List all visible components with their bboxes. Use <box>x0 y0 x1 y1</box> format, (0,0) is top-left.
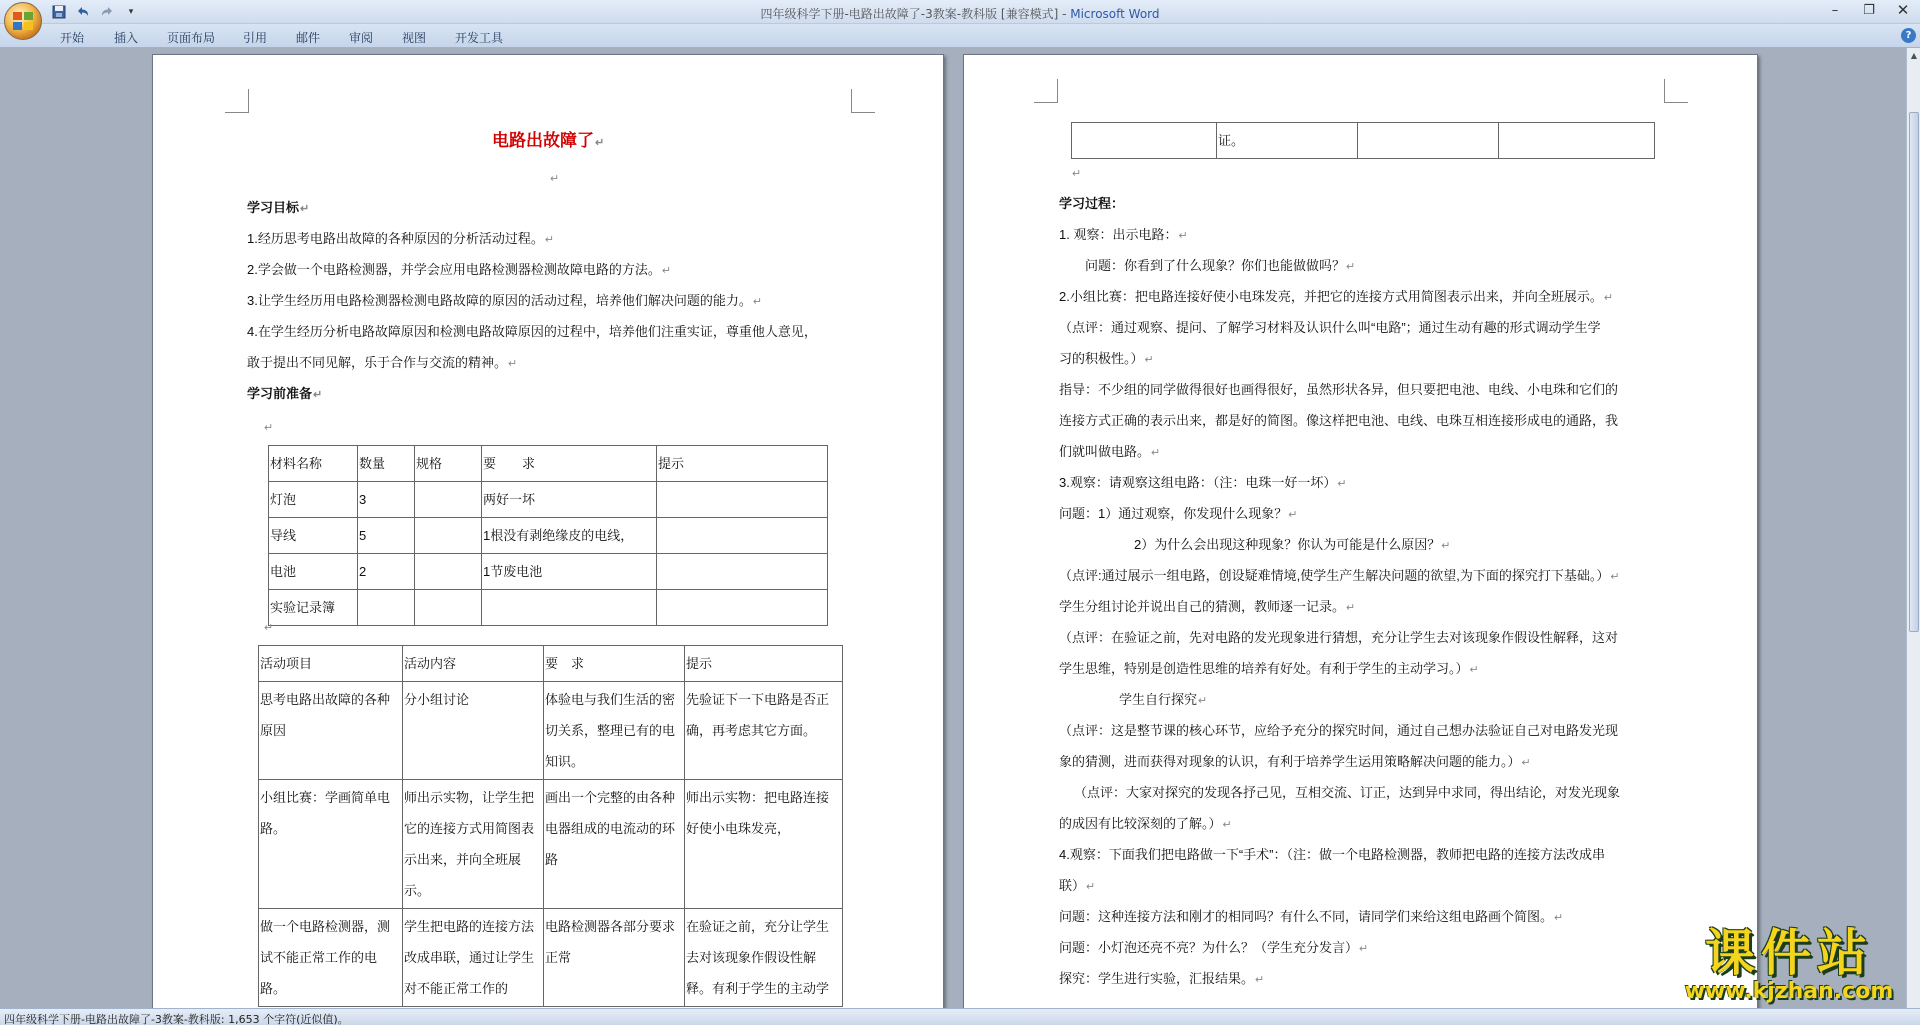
table-cell: 小组比赛：学画简单电路。 <box>259 780 403 909</box>
table-row <box>269 590 828 626</box>
paragraph: 指导：不少组的同学做得很好也画得很好，虽然形状各异，但只要把电池、电线、小电珠和它们的 <box>1059 382 1619 397</box>
close-icon[interactable]: ✕ <box>1896 1 1910 19</box>
table-row <box>259 780 843 909</box>
paragraph: 象的猜测，进而获得对现象的认识，有利于培养学生运用策略解决问题的能力。）↵ <box>1059 754 1531 769</box>
document-page-1[interactable] <box>152 54 944 1008</box>
table-cell <box>415 554 482 590</box>
table-header-cell: 提示 <box>685 646 843 682</box>
paragraph: 学生分组讨论并说出自己的猜测，教师逐一记录。↵ <box>1059 599 1356 614</box>
paragraph: 4.观察：下面我们把电路做一下“手术”：（注：做一个电路检测器，教师把电路的连接方法改成串 <box>1059 847 1606 862</box>
empty-paragraph: ↵ <box>550 173 560 185</box>
paragraph: 探究：学生进行实验，汇报结果。↵ <box>1059 971 1265 986</box>
status-bar <box>0 1008 1920 1025</box>
tab-developer[interactable]: 开发工具 <box>455 31 504 45</box>
table-cell: 电路检测器各部分要求正常 <box>544 909 685 1007</box>
table-cell: 分小组讨论 <box>403 682 544 780</box>
paragraph: （点评：通过观察、提问、了解学习材料及认识什么叫“电路”；通过生动有趣的形式调动学生学 <box>1059 320 1601 335</box>
table-header-cell: 规格 <box>415 446 482 482</box>
document-page-2[interactable] <box>963 54 1758 1008</box>
watermark-url: www.kjzhan.com <box>1684 979 1894 1004</box>
empty-paragraph: ↵ <box>264 622 274 634</box>
office-button-icon[interactable] <box>4 2 42 40</box>
paragraph: 2）为什么会出现这种现象？你认为可能是什么原因？↵ <box>1134 537 1451 552</box>
tab-view[interactable]: 视图 <box>402 31 427 45</box>
table-cell <box>1499 123 1655 159</box>
table-cell: 画出一个完整的由各种电器组成的电流动的环路 <box>544 780 685 909</box>
table-row <box>269 518 828 554</box>
help-icon[interactable]: ? <box>1901 28 1916 43</box>
table-header-cell: 材料名称 <box>269 446 358 482</box>
table-cell: 师出示实物：把电路连接好使小电珠发亮， <box>685 780 843 909</box>
table-cell: 两好一坏 <box>482 482 657 518</box>
paragraph: 习的积极性。）↵ <box>1059 351 1154 366</box>
table-cell: 学生把电路的连接方法改成串联，通过让学生对不能正常工作的 <box>403 909 544 1007</box>
tab-insert[interactable]: 插入 <box>114 31 139 45</box>
title-bar <box>0 0 1920 24</box>
table-cell: 师出示实物，让学生把它的连接方式用简图表示出来，并向全班展示。 <box>403 780 544 909</box>
section-heading-prep: 学习前准备↵ <box>247 386 323 401</box>
paragraph: （点评:通过展示一组电路，创设疑难情境,使学生产生解决问题的欲望,为下面的探究打下基础。）↵ <box>1059 568 1620 583</box>
crop-mark <box>1664 79 1688 103</box>
table-row <box>269 482 828 518</box>
goal-item: 4.在学生经历分析电路故障原因和检测电路故障原因的过程中，培养他们注重实证，尊重他人意见， <box>247 324 817 339</box>
table-header-cell: 活动项目 <box>259 646 403 682</box>
paragraph: （点评：大家对探究的发现各抒己见，互相交流、订正，达到异中求同，得出结论，对发光现象 <box>1074 785 1621 800</box>
table-row <box>259 909 843 1007</box>
crop-mark <box>225 89 249 113</box>
materials-table <box>268 445 828 626</box>
goal-item: 1.经历思考电路出故障的各种原因的分析活动过程。↵ <box>247 231 555 246</box>
table-cell <box>657 590 828 626</box>
tab-home[interactable]: 开始 <box>60 31 85 45</box>
table-cell: 体验电与我们生活的密切关系，整理已有的电知识。 <box>544 682 685 780</box>
table-cell <box>482 590 657 626</box>
ribbon-tab-bar <box>0 24 1920 48</box>
crop-mark <box>851 89 875 113</box>
paragraph: （点评：这是整节课的核心环节，应给予充分的探究时间，通过自己想办法验证自己对电路发光现 <box>1059 723 1619 738</box>
table-header-cell: 要 求 <box>544 646 685 682</box>
section-heading-goals: 学习目标↵ <box>247 200 310 215</box>
goal-item: 3.让学生经历用电路检测器检测电路故障的原因的活动过程，培养他们解决问题的能力。↵ <box>247 293 763 308</box>
paragraph: 学生思维，特别是创造性思维的培养有好处。有利于学生的主动学习。）↵ <box>1059 661 1479 676</box>
table-cell: 导线 <box>269 518 358 554</box>
table-cell: 1节废电池 <box>482 554 657 590</box>
table-cell: 先验证下一下电路是否正确，再考虑其它方面。 <box>685 682 843 780</box>
document-title: 电路出故障了↵ <box>492 131 605 150</box>
table-header-row <box>259 646 843 682</box>
table-cell: 1根没有剥绝缘皮的电线， <box>482 518 657 554</box>
paragraph: 连接方式正确的表示出来，都是好的简图。像这样把电池、电线、电珠互相连接形成电的通路，我 <box>1059 413 1619 428</box>
paragraph: 2.小组比赛：把电路连接好使小电珠发亮，并把它的连接方式用简图表示出来，并向全班展示。↵ <box>1059 289 1614 304</box>
empty-paragraph: ↵ <box>1072 168 1082 180</box>
crop-mark <box>1034 79 1058 103</box>
table-cell <box>415 482 482 518</box>
paragraph: 问题：你看到了什么现象？你们也能做做吗？↵ <box>1059 258 1356 273</box>
goal-item: 敢于提出不同见解，乐于合作与交流的精神。↵ <box>247 355 518 370</box>
empty-paragraph: ↵ <box>264 422 274 434</box>
restore-icon[interactable]: ❐ <box>1863 2 1875 18</box>
table-cell: 2 <box>358 554 415 590</box>
activity-table <box>258 645 843 1007</box>
table-cell <box>657 482 828 518</box>
table-header-cell: 要 求 <box>482 446 657 482</box>
table-cell: 证。 <box>1217 123 1358 159</box>
scrollbar-thumb[interactable] <box>1909 112 1919 632</box>
table-cell <box>1072 123 1217 159</box>
table-cell: 在验证之前，充分让学生去对该现象作假设性解释。有利于学生的主动学 <box>685 909 843 1007</box>
table-row <box>269 554 828 590</box>
tab-review[interactable]: 审阅 <box>349 31 374 45</box>
table-cell: 思考电路出故障的各种原因 <box>259 682 403 780</box>
paragraph: 们就叫做电路。↵ <box>1059 444 1161 459</box>
table-row <box>1072 123 1655 159</box>
table-cell: 做一个电路检测器，测试不能正常工作的电路。 <box>259 909 403 1007</box>
window-title: 四年级科学下册-电路出故障了-3教案-教科版 [兼容模式] - Microsoft Word <box>760 7 1160 21</box>
vertical-scrollbar[interactable] <box>1906 48 1920 1008</box>
tab-page-layout[interactable]: 页面布局 <box>167 31 216 45</box>
paragraph: 联）↵ <box>1059 878 1096 893</box>
table-cell: 实验记录簿 <box>269 590 358 626</box>
table-cell <box>415 590 482 626</box>
scroll-up-icon[interactable]: ▲ <box>1910 51 1918 60</box>
paragraph: 3.观察：请观察这组电路：（注：电珠一好一坏）↵ <box>1059 475 1347 490</box>
table-cell <box>657 518 828 554</box>
watermark-title: 课件站 <box>1705 924 1873 982</box>
goal-item: 2.学会做一个电路检测器，并学会应用电路检测器检测故障电路的方法。↵ <box>247 262 672 277</box>
section-heading-process: 学习过程： <box>1059 196 1125 211</box>
customize-toolbar-icon[interactable]: ▾ <box>128 6 134 17</box>
paragraph: 问题：小灯泡还亮不亮？为什么？（学生充分发言）↵ <box>1059 940 1369 955</box>
table-cell: 5 <box>358 518 415 554</box>
table-cell <box>657 554 828 590</box>
status-text: 四年级科学下册-电路出故障了-3教案-教科版: 1,653 个字符(近似值)。 <box>4 1013 349 1025</box>
table-cell <box>358 590 415 626</box>
table-header-row <box>269 446 828 482</box>
table-cell: 3 <box>358 482 415 518</box>
paragraph: 的成因有比较深刻的了解。）↵ <box>1059 816 1232 831</box>
window-controls <box>1818 0 1920 20</box>
watermark-logo <box>1665 926 1913 1008</box>
table-cell <box>415 518 482 554</box>
table-header-cell: 数量 <box>358 446 415 482</box>
table-row <box>259 682 843 780</box>
paragraph: （点评：在验证之前，先对电路的发光现象进行猜想，充分让学生去对该现象作假设性解释，这对 <box>1059 630 1619 645</box>
table-cell: 灯泡 <box>269 482 358 518</box>
tab-references[interactable]: 引用 <box>243 31 268 45</box>
paragraph: 学生自行探究↵ <box>1119 692 1208 707</box>
table-cell <box>1358 123 1499 159</box>
paragraph: 1. 观察：出示电路：↵ <box>1059 227 1188 242</box>
document-workspace[interactable] <box>0 48 1906 1008</box>
table-cell: 电池 <box>269 554 358 590</box>
paragraph: 问题：这种连接方法和刚才的相同吗？有什么不同，请同学们来给这组电路画个简图。↵ <box>1059 909 1564 924</box>
continued-table <box>1071 122 1655 159</box>
table-header-cell: 提示 <box>657 446 828 482</box>
minimize-icon[interactable]: – <box>1831 2 1839 18</box>
tab-mailings[interactable]: 邮件 <box>296 31 321 45</box>
paragraph: 问题：1）通过观察，你发现什么现象？↵ <box>1059 506 1298 521</box>
table-header-cell: 活动内容 <box>403 646 544 682</box>
